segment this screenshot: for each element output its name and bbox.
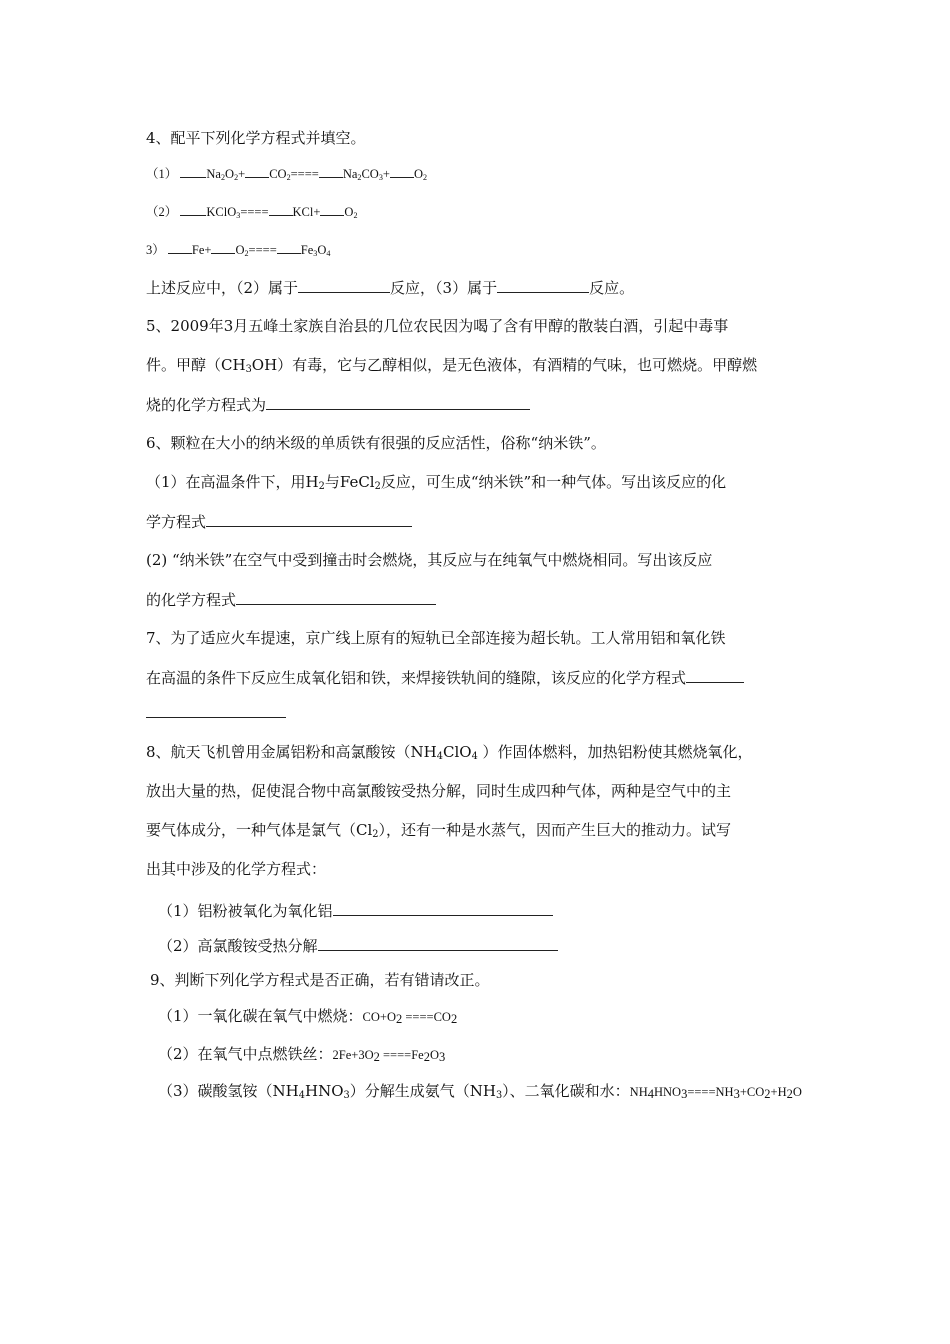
fill-blank[interactable] <box>211 238 235 254</box>
q4-equation-3: 3） $Fe+ O_2==== Fe_3O_4$ <box>146 238 330 260</box>
answer-blank[interactable] <box>266 394 530 410</box>
fill-blank[interactable] <box>320 200 344 216</box>
q9-sub-3: （3）碳酸氢铵$(NH_4HNO_3)$分解生成氨气$(NH_3)$、二氧化碳和水：$NH_4HNO_3====NH_3+CO_2+H_2O$ <box>158 1082 802 1101</box>
answer-blank[interactable] <box>318 935 558 951</box>
q5-line-3: 烧的化学方程式为 <box>146 394 530 415</box>
fill-blank[interactable] <box>168 238 192 254</box>
q8-line-3: 要气体成分，一种气体是氯气$(Cl_2)$，还有一种是水蒸气，因而产生巨大的推动力。试写 <box>146 821 732 840</box>
fill-blank[interactable] <box>298 277 390 293</box>
answer-blank[interactable] <box>333 900 553 916</box>
q5-line-2: 件。甲醇$(CH_3OH)$有毒，它与乙醇相似，是无色液体，有酒精的气味，也可燃烧。甲醇燃 <box>146 356 758 375</box>
q4-title: 4、配平下列化学方程式并填空。 <box>146 129 366 147</box>
q6-line-5: 的化学方程式 <box>146 589 436 610</box>
q7-line-1: 7、为了适应火车提速，京广线上原有的短轨已全部连接为超长轨。工人常用铝和氧化铁 <box>146 629 726 647</box>
answer-blank[interactable] <box>206 511 412 527</box>
answer-blank[interactable] <box>146 702 286 718</box>
fill-blank[interactable] <box>390 162 414 178</box>
q8-sub-1: （1）铝粉被氧化为氧化铝 <box>158 900 553 921</box>
fill-blank[interactable] <box>269 200 293 216</box>
fill-blank[interactable] <box>319 162 343 178</box>
fill-blank[interactable] <box>245 162 269 178</box>
q4-eq1-number: （1） <box>146 167 178 181</box>
q8-line-1: 8、航天飞机曾用金属铝粉和高氯酸铵（$NH_4ClO_4$ ）作固体燃料，加热铝粉使其燃烧氧化， <box>146 743 753 762</box>
fill-blank[interactable] <box>497 277 589 293</box>
q9-line-1: 9、判断下列化学方程式是否正确，若有错请改正。 <box>150 971 490 989</box>
q9-sub-1: （1）一氧化碳在氧气中燃烧：$CO+O_2 ====CO_2$ <box>158 1007 458 1026</box>
q8-line-2: 放出大量的热，促使混合物中高氯酸铵受热分解，同时生成四种气体，两种是空气中的主 <box>146 782 732 800</box>
q7-line-2: 在高温的条件下反应生成氧化铝和铁，来焊接铁轨间的缝隙，该反应的化学方程式 <box>146 667 744 688</box>
q4-fill-line: 上述反应中，（2）属于 反应，（3）属于 反应。 <box>146 279 635 297</box>
q4-equation-2: （2） KClO$_3$==== $KCl+ O_2$ <box>146 200 358 222</box>
answer-blank[interactable] <box>686 667 744 683</box>
q6-line-1: 6、颗粒在大小的纳米级的单质铁有很强的反应活性，俗称“纳米铁”。 <box>146 434 606 452</box>
q9-sub-2: （2）在氧气中点燃铁丝：$2Fe+3O_2 ====Fe_2O_3$ <box>158 1045 446 1064</box>
q6-line-2: （1）在高温条件下，用$H_2$与FeCl$_2$反应，可生成“纳米铁”和一种气体。写出该反应的化 <box>146 473 727 492</box>
fill-blank[interactable] <box>180 200 206 216</box>
q4-equation-1: （1） $Na_2O_2+ CO_2==== Na_2CO_3+ O_2$ <box>146 162 427 184</box>
q6-line-3: 学方程式 <box>146 511 412 532</box>
q6-line-4: (2) “纳米铁”在空气中受到撞击时会燃烧，其反应与在纯氧气中燃烧相同。写出该反应 <box>146 551 713 569</box>
q8-sub-2: （2）高氯酸铵受热分解 <box>158 935 558 956</box>
q5-line-1: 5、2009年3月五峰土家族自治县的几位农民因为喝了含有甲醇的散装白酒，引起中毒事 <box>146 317 729 335</box>
q7-answer-continuation <box>146 702 286 723</box>
fill-blank[interactable] <box>277 238 301 254</box>
q8-line-4: 出其中涉及的化学方程式： <box>146 860 327 878</box>
fill-blank[interactable] <box>180 162 206 178</box>
answer-blank[interactable] <box>236 589 436 605</box>
